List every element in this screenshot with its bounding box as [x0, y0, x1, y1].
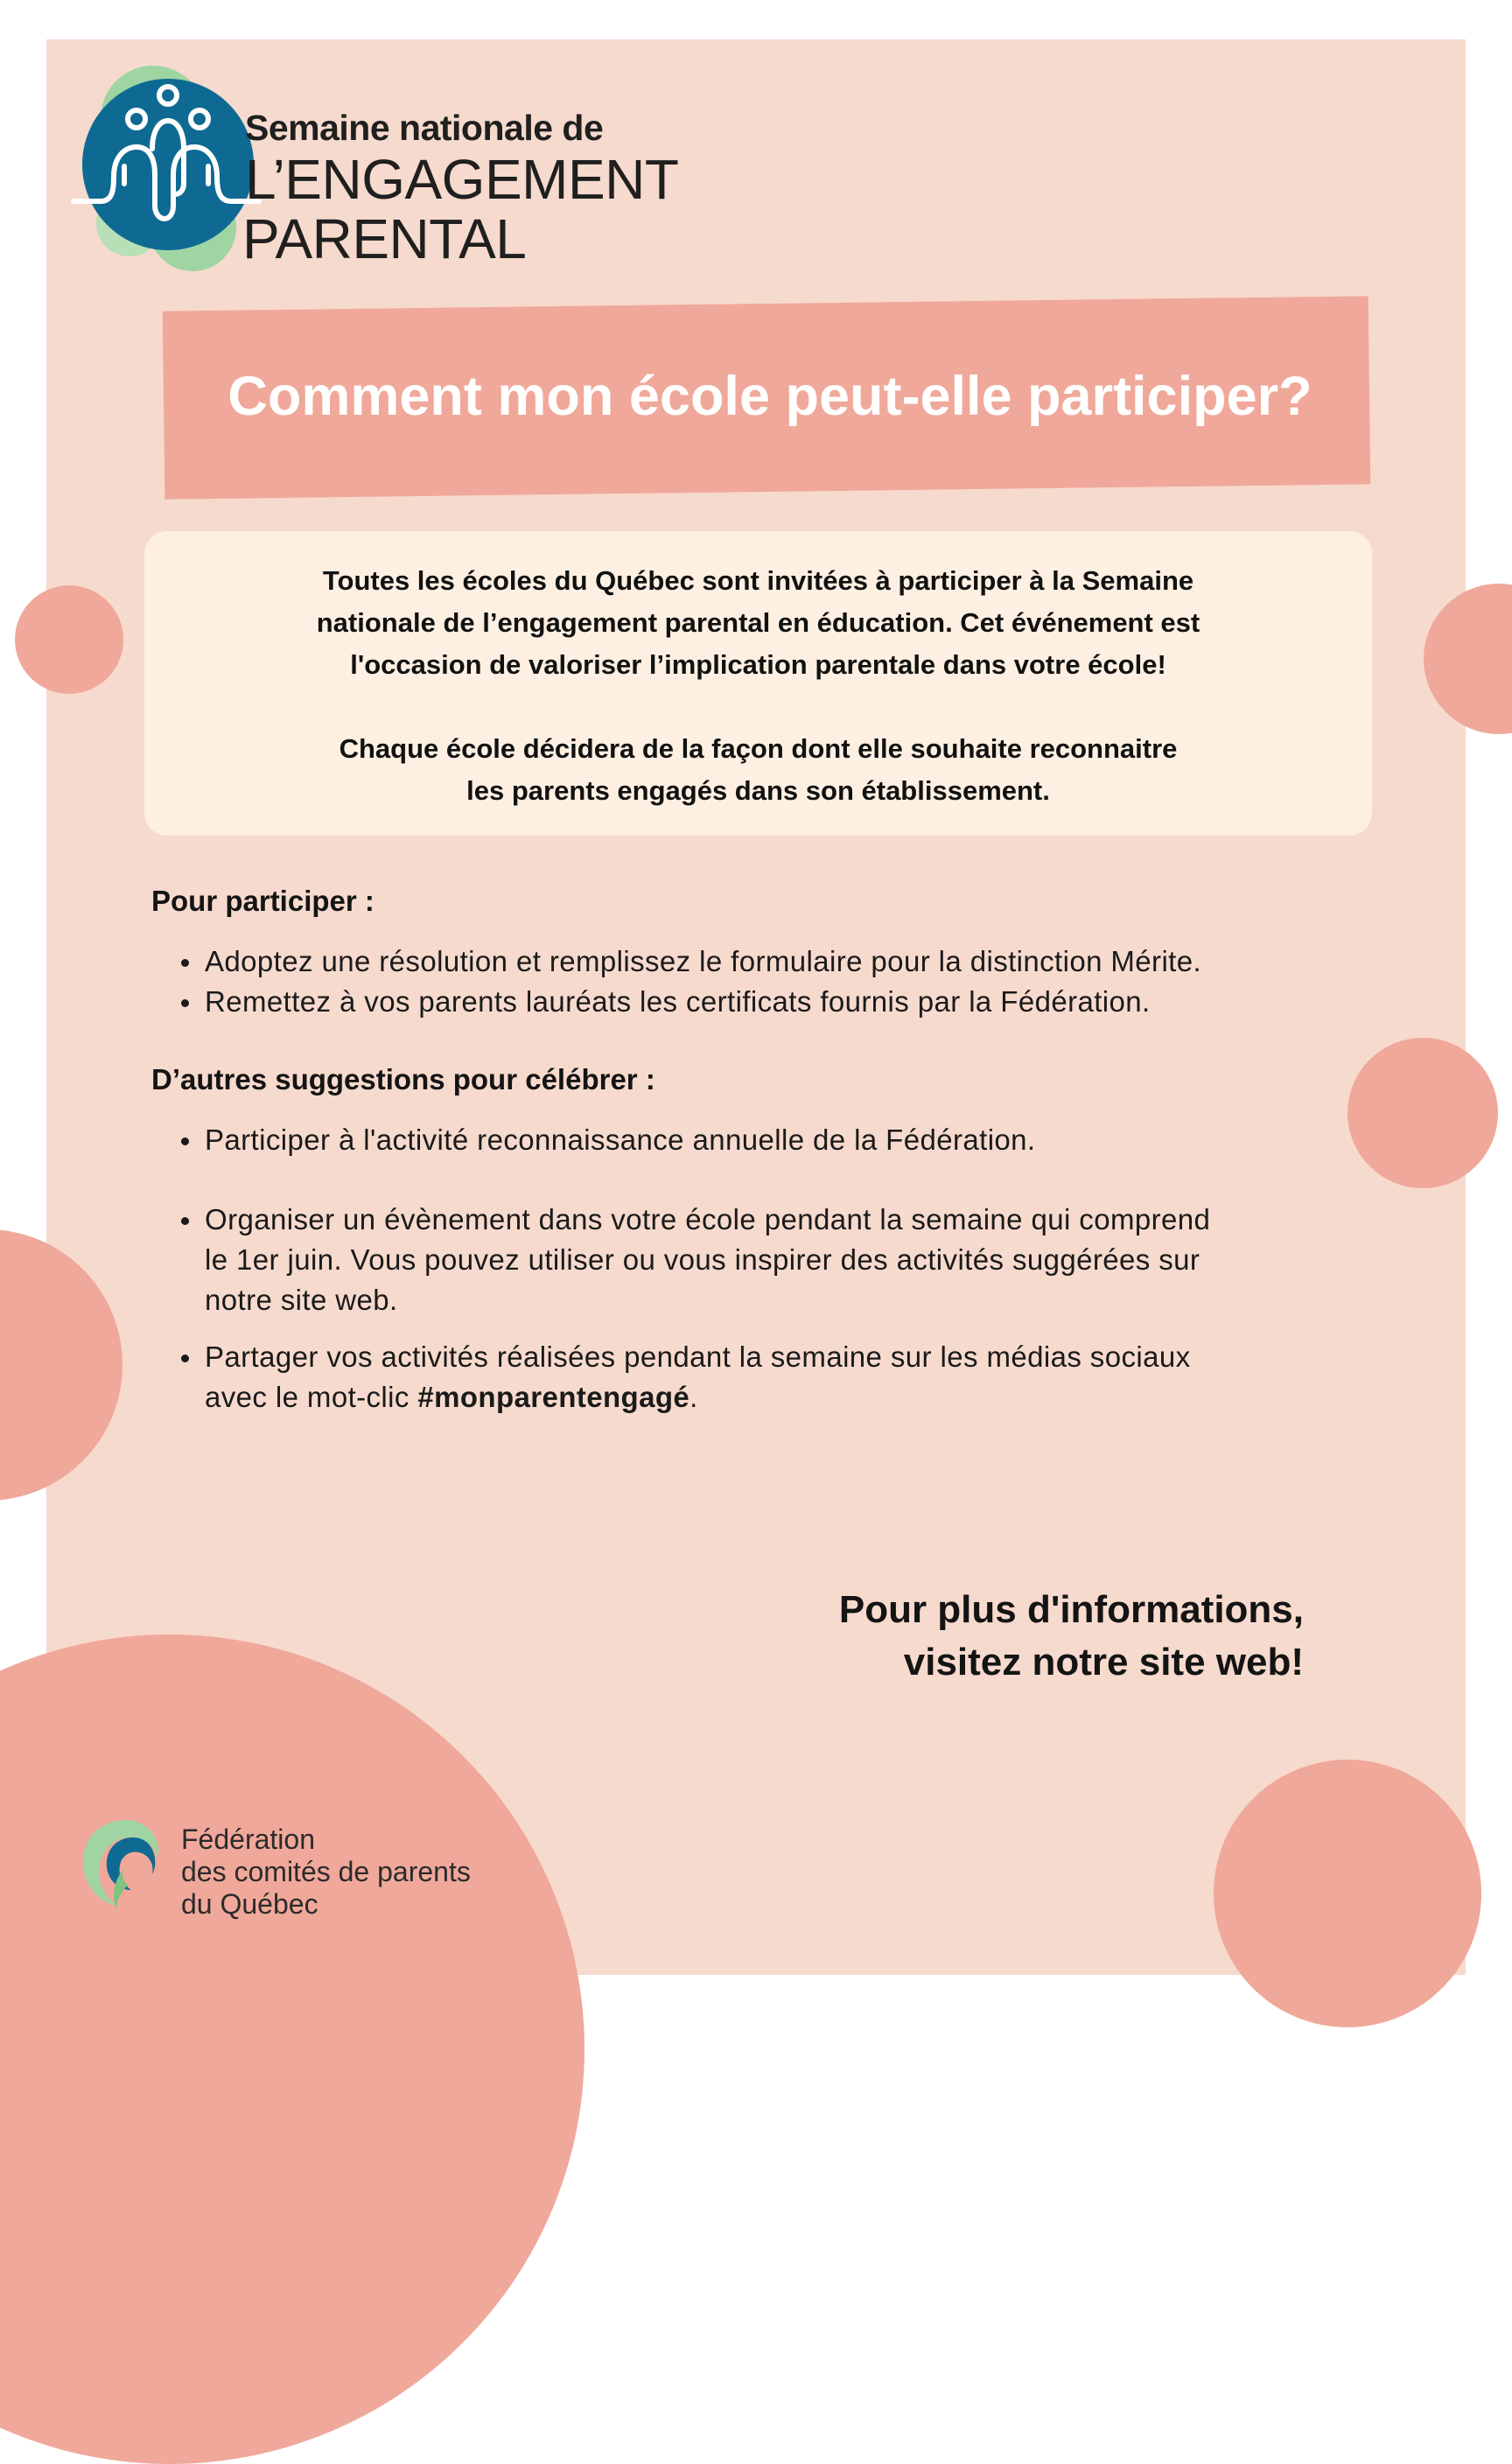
decorative-circle-bottom-right	[1214, 1760, 1481, 2027]
decorative-circle-left-small	[15, 585, 123, 694]
logo-line-1: Semaine nationale de	[245, 108, 604, 148]
list-item-line: Organiser un évènement dans votre école pendant la semaine qui comprend	[205, 1203, 1211, 1236]
intro-line: les parents engagés dans son établissement.	[466, 775, 1050, 806]
website-call-to-action	[839, 1584, 1304, 1689]
hashtag-suffix: .	[690, 1381, 698, 1413]
intro-paragraph-1	[144, 560, 1372, 686]
list-item-line: le 1er juin. Vous pouvez utiliser ou vous inspirer des activités suggérées sur	[205, 1243, 1200, 1276]
federation-line-2: des comités de parents	[181, 1856, 471, 1887]
hashtag: #monparentengagé	[417, 1381, 690, 1413]
federation-line-3: du Québec	[181, 1888, 318, 1920]
logo-line-2: L’ENGAGEMENT	[245, 148, 679, 211]
hashtag-prefix: avec le mot-clic	[205, 1381, 418, 1413]
people-arc-logo-icon	[61, 52, 262, 271]
list-item	[151, 1337, 1210, 1418]
cta-line-2: visitez notre site web!	[903, 1641, 1304, 1684]
suggestions-list	[151, 1120, 1036, 1160]
suggestions-heading: D’autres suggestions pour célébrer :	[151, 1063, 655, 1096]
federation-swirl-logo-icon	[72, 1811, 168, 1916]
intro-line: Chaque école décidera de la façon dont elle souhaite reconnaitre	[339, 733, 1178, 764]
list-item-line: Partager vos activités réalisées pendant la semaine sur les médias sociaux	[205, 1340, 1191, 1373]
intro-box	[144, 531, 1372, 836]
participate-heading: Pour participer :	[151, 885, 374, 917]
intro-line: l'occasion de valoriser l’implication parentale dans votre école!	[350, 649, 1166, 680]
logo-line-3: PARENTAL	[242, 207, 527, 270]
cta-line-1: Pour plus d'informations,	[838, 1588, 1304, 1631]
intro-line: Toutes les écoles du Québec sont invitées à participer à la Semaine	[322, 565, 1194, 596]
list-item: Participer à l'activité reconnaissance annuelle de la Fédération.	[151, 1120, 1036, 1160]
federation-name	[181, 1824, 471, 1921]
event-logo-wordmark	[242, 108, 679, 270]
federation-line-1: Fédération	[181, 1824, 315, 1855]
intro-line: nationale de l’engagement parental en éducation. Cet événement est	[316, 607, 1200, 638]
list-item	[151, 1200, 1210, 1320]
list-item-line	[205, 1377, 1210, 1418]
list-item-line: notre site web.	[205, 1284, 398, 1316]
participate-list	[151, 942, 1201, 1022]
list-item: Remettez à vos parents lauréats les certificats fournis par la Fédération.	[151, 982, 1201, 1022]
page-title: Comment mon école peut-elle participer?	[228, 366, 1312, 427]
decorative-circle-right-middle	[1348, 1038, 1498, 1188]
intro-paragraph-2	[144, 728, 1372, 812]
suggestions-list-continued	[151, 1200, 1210, 1418]
list-item: Adoptez une résolution et remplissez le formulaire pour la distinction Mérite.	[151, 942, 1201, 982]
